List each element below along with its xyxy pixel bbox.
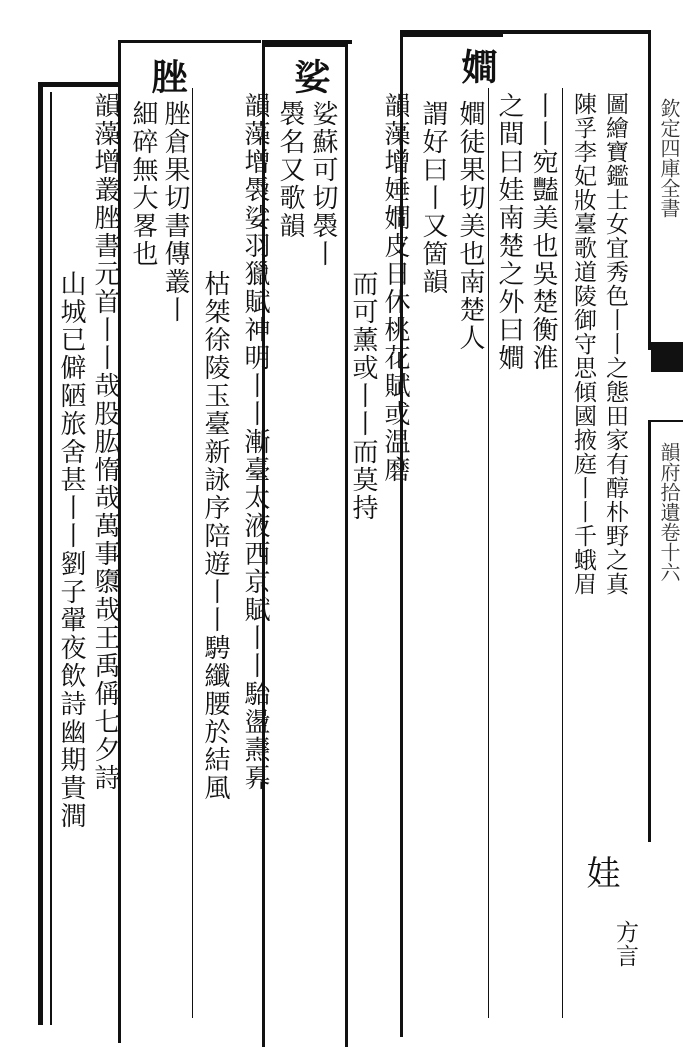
text-column-4: 之間曰娃南楚之外曰𡢃 — [494, 92, 524, 372]
headword-wa-note: 方言 — [612, 920, 638, 968]
text-column-14: 細碎無大畧也 — [128, 100, 158, 268]
heading-duo: 𡢃 — [456, 48, 498, 84]
text-column-6: 謂好曰丨又箇韻 — [418, 100, 448, 296]
fish-tail-mark — [651, 342, 683, 372]
heading-suo: 娑 — [289, 58, 331, 94]
column-divider — [345, 88, 346, 1018]
column-divider — [488, 88, 489, 1018]
text-column-7: 韻藻增娷𡢃皮日休桃花賦或温磨 — [380, 92, 410, 484]
frame-left-inner-border — [50, 92, 52, 1025]
text-column-9: 娑蘇可切䮍丨 — [308, 100, 338, 268]
frame-top-border-left — [38, 82, 118, 87]
text-column-1: 圖繪寶鑑士女宜秀色丨丨之態田家有醇朴野之真 — [602, 92, 628, 596]
headword-wa: 娃 — [580, 855, 620, 891]
text-column-13: 脞倉果切書傳叢丨 — [160, 100, 190, 324]
text-column-10: 䮍名又歌韻 — [275, 100, 305, 240]
heading-cuo: 脞 — [146, 58, 188, 94]
margin-section-label: 韻府拾遺卷十六 — [657, 442, 681, 582]
margin-title: 欽定四庫全書 — [657, 98, 681, 218]
text-column-11: 韻藻增䮍娑羽獵賦神明丨丨漸臺太液西京賦丨丨駘盪燾奡 — [240, 92, 270, 792]
text-column-2: 陳孚李妃妝臺歌道陵御守思傾國掖庭丨丨千蛾眉 — [570, 92, 596, 596]
frame-left-border — [38, 82, 43, 1025]
text-column-16: 山城已僻陋旅舍甚丨丨劉子翬夜飲詩幽期貴澗 — [56, 270, 86, 830]
column-divider — [192, 88, 193, 1018]
text-column-15: 韻藻增叢脞書元首丨丨哉股肱惰哉萬事隳哉王禹偁七夕詩 — [90, 92, 120, 792]
text-column-3: 丨丨宛豔美也吳楚衡淮 — [528, 92, 558, 372]
column-divider — [562, 88, 563, 1018]
text-column-5: 𡢃徒果切美也南楚人 — [455, 100, 485, 352]
text-column-12: 枯桀徐陵玉臺新詠序陪遊丨丨騁纖腰於結風 — [200, 270, 230, 802]
text-column-8: 而可薰或丨丨而莫持 — [348, 270, 378, 522]
